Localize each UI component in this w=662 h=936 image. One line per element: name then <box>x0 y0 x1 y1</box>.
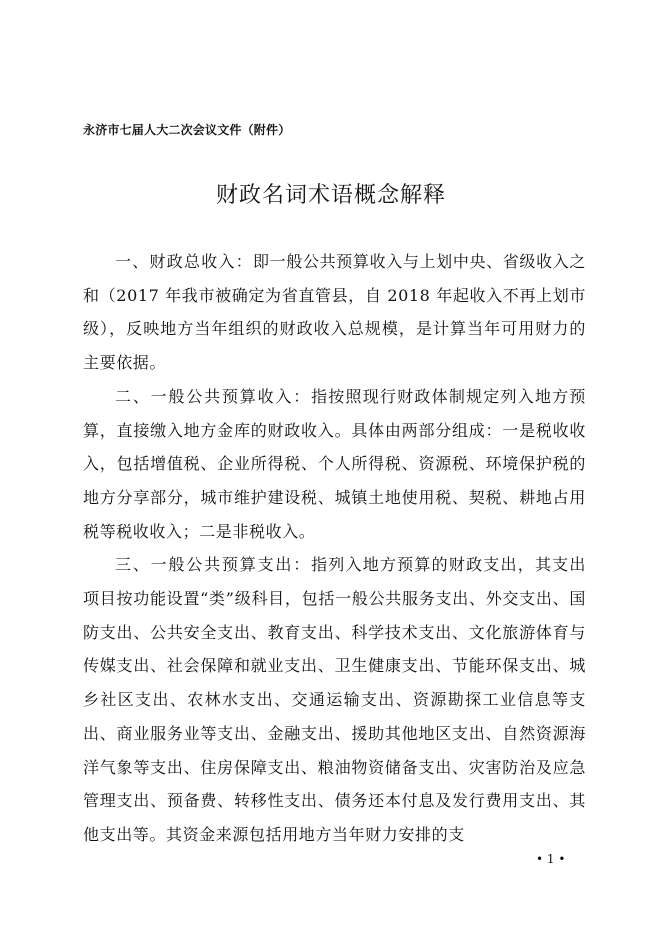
paragraph-general-budget-revenue <box>83 380 586 549</box>
term-general-budget-revenue: 二、一般公共预算收入： <box>115 386 312 406</box>
term-total-fiscal-revenue: 一、财政总收入： <box>115 252 254 271</box>
document-title: 财政名词术语概念解释 <box>215 183 446 208</box>
term-general-budget-expenditure: 三、一般公共预算支出： <box>115 555 312 575</box>
paragraph-general-budget-expenditure <box>83 548 586 851</box>
definition-general-budget-expenditure: 指列入地方预算的财政支出，其支出项目按功能设置“类”级科目，包括一般公共服务支出、外交支出、国防支出、公共安全支出、教育支出、科学技术支出、文化旅游体育与传媒支出、社会保障和就业支出、卫生健康支出、节能环保支出、城乡社区支出、农林水支出、交通运输支出、资源勘探工业信息等支出、商业服务业等支出、金融支出、援助其他地区支出、自然资源海洋气象等支出、住房保障支出、粮油物资储备支出、灾害防治及应急管理支出、预备费、转移性支出、债务还本付息及发行费用支出、其他支出等。其资金来源包括用地方当年财力安排的支 <box>83 555 587 844</box>
definition-general-budget-revenue: 指按照现行财政体制规定列入地方预算，直接缴入地方金库的财政收入。具体由两部分组成：一是税收收入，包括增值税、企业所得税、个人所得税、资源税、环境保护税的地方分享部分，城市维护建设税、城镇土地使用税、契税、耕地占用税等税收收入；二是非税收入。 <box>83 386 587 541</box>
document-header: 永济市七届人大二次会议文件（附件） <box>83 123 291 137</box>
document-body <box>83 245 586 852</box>
paragraph-total-fiscal-revenue <box>83 245 586 380</box>
definition-total-fiscal-revenue: 即一般公共预算收入与上划中央、省级收入之和（2017 年我市被确定为省直管县，自 2018 年起收入不再上划市级），反映地方当年组织的财政收入总规模，是计算当年可用财力的主要依据。 <box>83 252 586 373</box>
page-number: • 1 • <box>536 852 566 866</box>
